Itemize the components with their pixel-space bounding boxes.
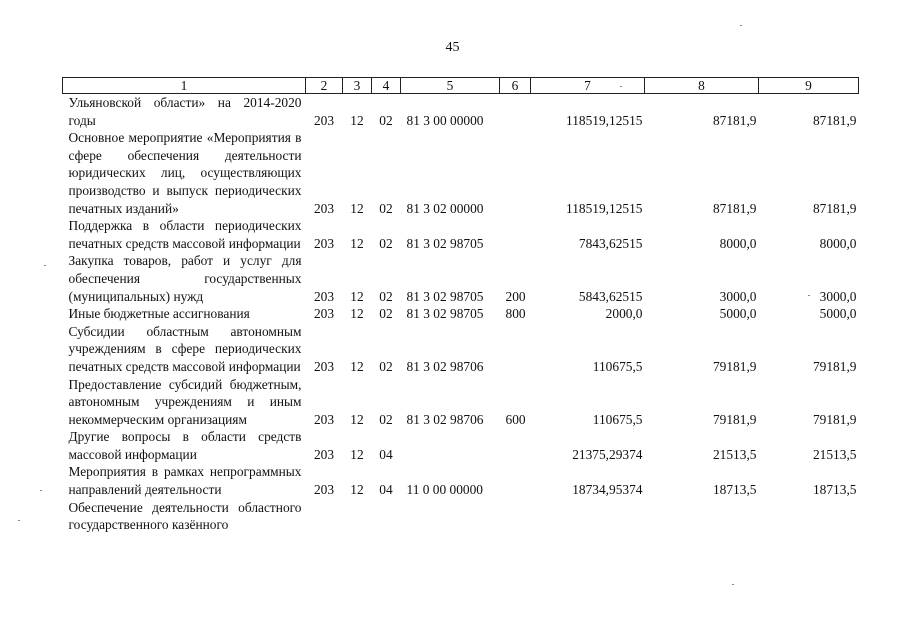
- subsection-code: 02: [379, 358, 393, 374]
- subsection-code: 02: [379, 411, 393, 427]
- admin-code: 203: [313, 112, 335, 128]
- row-name: Ульяновской области» на 2014-2020 годы: [68, 95, 302, 128]
- amount-col8: 18713,5: [712, 482, 757, 498]
- amount-col9: 21513,5: [812, 446, 857, 462]
- amount-col8: 87181,9: [712, 112, 757, 128]
- admin-code: 203: [313, 288, 335, 304]
- amount-col9: 5000,0: [819, 306, 857, 322]
- amount-col8: 3000,0: [719, 288, 757, 304]
- admin-code: 203: [313, 235, 335, 251]
- subsection-code: 04: [379, 446, 393, 462]
- row-name: Основное мероприятие «Мероприятия в сфере обеспечения деятельности юридических лиц, осуществляющих производство и выпуск периодических печатных изданий»: [68, 130, 302, 216]
- target-article: [401, 499, 500, 534]
- expense-type: [500, 129, 531, 217]
- amount-col7: 118519,12515: [566, 200, 643, 216]
- scan-speck: [732, 584, 734, 585]
- scan-speck: [44, 265, 46, 266]
- amount-col7: 5843,62515: [578, 288, 643, 304]
- target-article: 81 3 02 98705: [406, 288, 484, 304]
- column-header: 6: [500, 78, 531, 94]
- table-row: [63, 463, 859, 498]
- column-header: 3: [343, 78, 372, 94]
- column-header: 5: [401, 78, 500, 94]
- section-code: 12: [350, 288, 364, 304]
- amount-col8: 21513,5: [712, 446, 757, 462]
- table-row: [63, 499, 859, 534]
- row-name: Субсидии областным автономным учреждениям в сфере периодических печатных средств массовой информации: [68, 323, 302, 374]
- amount-col8: 5000,0: [719, 306, 757, 322]
- target-article: 81 3 02 98705: [406, 235, 484, 251]
- target-article: [401, 428, 500, 463]
- target-article: 81 3 00 00000: [406, 112, 484, 128]
- column-header: 4: [372, 78, 401, 94]
- expense-type: [500, 217, 531, 252]
- subsection-code: 02: [379, 306, 393, 322]
- row-name: Другие вопросы в области средств массовой информации: [68, 429, 302, 462]
- target-article: 81 3 02 98705: [406, 306, 484, 322]
- row-name: Предоставление субсидий бюджетным, автономным учреждениям и иным некоммерческим организациям: [68, 376, 302, 427]
- admin-code: 203: [313, 306, 335, 322]
- table-row: [63, 305, 859, 323]
- amount-col7: 7843,62515: [578, 235, 643, 251]
- amount-col9: 18713,5: [812, 482, 857, 498]
- page-number: 45: [445, 40, 460, 55]
- admin-code: 203: [313, 200, 335, 216]
- table-row: [63, 323, 859, 376]
- target-article: 81 3 02 00000: [406, 200, 484, 216]
- amount-col9: 87181,9: [812, 200, 857, 216]
- amount-col9: [759, 499, 859, 534]
- amount-col8: 8000,0: [719, 235, 757, 251]
- scan-speck: [40, 490, 42, 491]
- section-code: 12: [350, 446, 364, 462]
- amount-col7: 118519,12515: [566, 112, 643, 128]
- section-code: 12: [350, 411, 364, 427]
- column-header: 7: [531, 78, 645, 94]
- amount-col8: 87181,9: [712, 200, 757, 216]
- amount-col9: 79181,9: [812, 411, 857, 427]
- section-code: 12: [350, 235, 364, 251]
- expense-type: [500, 94, 531, 130]
- target-article: 11 0 00 00000: [406, 482, 483, 498]
- expense-type: 600: [505, 411, 526, 427]
- section-code: 12: [350, 200, 364, 216]
- row-name: Обеспечение деятельности областного государственного казённого: [68, 499, 302, 533]
- admin-code: 203: [313, 446, 335, 462]
- section-code: 12: [350, 112, 364, 128]
- row-name: Иные бюджетные ассигнования: [68, 306, 250, 322]
- expense-type: 200: [505, 288, 526, 304]
- row-name: Закупка товаров, работ и услуг для обеспечения государственных (муниципальных) нужд: [68, 253, 302, 304]
- amount-col8: [645, 499, 759, 534]
- section-code: 12: [350, 358, 364, 374]
- expense-type: [500, 463, 531, 498]
- table-row: [63, 428, 859, 463]
- amount-col7: 18734,95374: [572, 482, 643, 498]
- subsection-code: [372, 499, 401, 534]
- amount-col8: 79181,9: [712, 411, 757, 427]
- column-header: 1: [63, 78, 306, 94]
- expense-type: [500, 499, 531, 534]
- scan-speck: [620, 86, 622, 87]
- subsection-code: 04: [379, 482, 393, 498]
- expense-type: [500, 323, 531, 376]
- section-code: [343, 499, 372, 534]
- expense-type: 800: [505, 306, 526, 322]
- amount-col9: 87181,9: [812, 112, 857, 128]
- table-row: [63, 217, 859, 252]
- admin-code: [306, 499, 343, 534]
- section-code: 12: [350, 306, 364, 322]
- subsection-code: 02: [379, 288, 393, 304]
- column-header: 9: [759, 78, 859, 94]
- amount-col7: [531, 499, 645, 534]
- admin-code: 203: [313, 411, 335, 427]
- table-row: [63, 129, 859, 217]
- table-row: [63, 376, 859, 429]
- admin-code: 203: [313, 358, 335, 374]
- budget-table: [62, 77, 859, 534]
- subsection-code: 02: [379, 112, 393, 128]
- scan-speck: [18, 520, 20, 521]
- amount-col7: 110675,5: [592, 358, 643, 374]
- subsection-code: 02: [379, 235, 393, 251]
- amount-col7: 2000,0: [605, 306, 643, 322]
- amount-col9: 3000,0: [819, 288, 857, 304]
- table-row: [63, 94, 859, 130]
- scan-speck: [740, 25, 742, 26]
- expense-type: [500, 428, 531, 463]
- amount-col9: 8000,0: [819, 235, 857, 251]
- amount-col7: 21375,29374: [572, 446, 643, 462]
- admin-code: 203: [313, 482, 335, 498]
- amount-col8: 79181,9: [712, 358, 757, 374]
- target-article: 81 3 02 98706: [406, 358, 484, 374]
- amount-col9: 79181,9: [812, 358, 857, 374]
- column-number-header: [63, 78, 859, 94]
- column-header: 8: [645, 78, 759, 94]
- target-article: 81 3 02 98706: [406, 411, 484, 427]
- column-header: 2: [306, 78, 343, 94]
- row-name: Поддержка в области периодических печатных средств массовой информации: [68, 218, 302, 251]
- subsection-code: 02: [379, 200, 393, 216]
- row-name: Мероприятия в рамках непрограммных направлений деятельности: [68, 464, 302, 498]
- table-row: [63, 252, 859, 305]
- section-code: 12: [350, 482, 364, 498]
- scan-speck: [808, 295, 810, 296]
- amount-col7: 110675,5: [592, 411, 643, 427]
